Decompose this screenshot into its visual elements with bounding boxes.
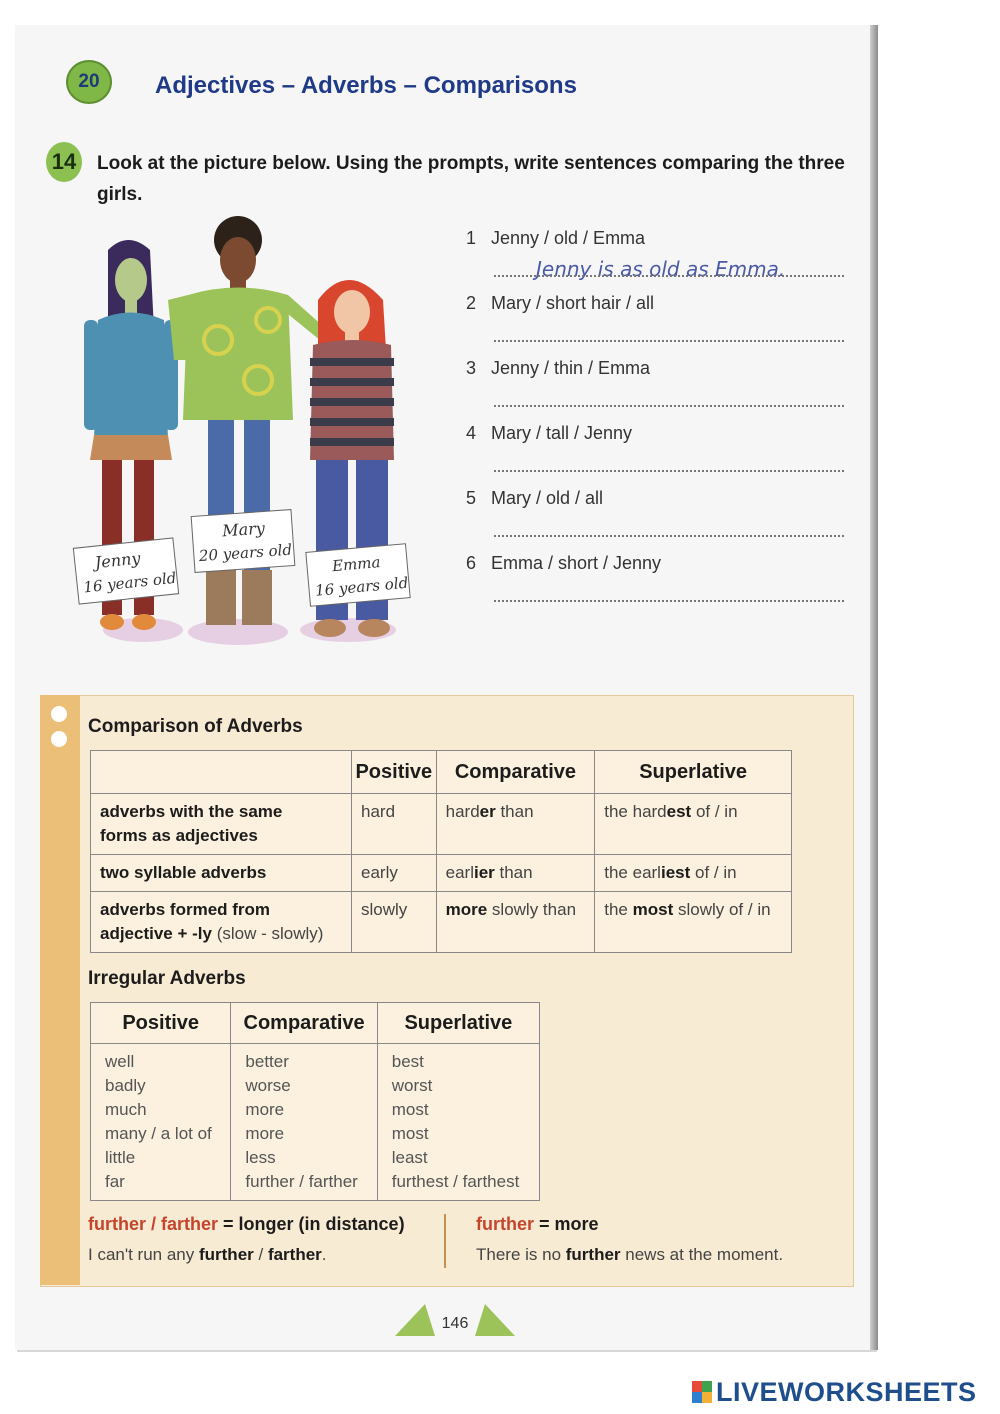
header-empty — [91, 751, 352, 794]
page-edge — [870, 25, 878, 1350]
note-example: I can't run any further / farther. — [88, 1245, 327, 1264]
prompt-number: 4 — [466, 423, 477, 443]
row-label: adverbs formed from adjective + -ly (slow - slowly) — [91, 892, 352, 953]
superlative-cell: the hardest of / in — [595, 794, 792, 855]
prompt-number: 3 — [466, 358, 477, 378]
prompt-text: Emma / short / Jenny — [491, 553, 662, 573]
row-label: adverbs with the same forms as adjectives — [91, 794, 352, 855]
comparison-title: Comparison of Adverbs — [88, 716, 303, 737]
table-row — [91, 1044, 540, 1201]
table-header-row — [91, 1003, 540, 1044]
prompt-item — [466, 358, 846, 423]
page-number-marker — [395, 1298, 515, 1338]
emma-name-tag — [306, 544, 410, 607]
header-comparative: Comparative — [231, 1003, 377, 1044]
irregular-table — [90, 1002, 540, 1201]
comparative-cell: harder than — [436, 794, 595, 855]
note-example: There is no further news at the moment. — [476, 1245, 784, 1264]
answer-line[interactable] — [494, 275, 844, 277]
positive-column: well badly much many / a lot of little far — [91, 1044, 231, 1201]
further-farther-note — [88, 1214, 405, 1265]
prompt-number: 2 — [466, 293, 477, 313]
answer-text: Jenny is as old as Emma. — [536, 257, 786, 281]
answer-line[interactable] — [494, 405, 844, 407]
note-divider — [444, 1214, 446, 1268]
superlative-column: best worst most most least furthest / farthest — [377, 1044, 539, 1201]
positive-cell: slowly — [352, 892, 437, 953]
note-heading: further = more — [476, 1214, 599, 1234]
header-comparative: Comparative — [436, 751, 595, 794]
exercise-instruction: Look at the picture below. Using the prompts, write sentences comparing the three girls. — [97, 153, 845, 205]
svg-text:16 years old: 16 years old — [314, 573, 409, 600]
prompt-item — [466, 423, 846, 488]
header-superlative: Superlative — [595, 751, 792, 794]
positive-cell: early — [352, 855, 437, 892]
table-row — [91, 855, 792, 892]
svg-text:Emma: Emma — [331, 553, 382, 576]
binder-hole — [51, 706, 67, 722]
superlative-cell: the most slowly of / in — [595, 892, 792, 953]
row-label: two syllable adverbs — [91, 855, 352, 892]
prompt-item — [466, 293, 846, 358]
prompt-number: 6 — [466, 553, 477, 573]
jenny-name-tag — [73, 538, 178, 604]
binder-hole — [51, 731, 67, 747]
exercise-number-badge: 14 — [46, 142, 82, 182]
table-row — [91, 794, 792, 855]
header-positive: Positive — [91, 1003, 231, 1044]
prompt-text: Jenny / thin / Emma — [491, 358, 651, 378]
positive-cell: hard — [352, 794, 437, 855]
prompt-text: Jenny / old / Emma — [491, 228, 646, 248]
answer-line[interactable] — [494, 470, 844, 472]
answer-line[interactable] — [494, 600, 844, 602]
prompt-item — [466, 488, 846, 553]
prompt-number: 1 — [466, 228, 477, 248]
prompt-item — [466, 228, 846, 293]
irregular-title: Irregular Adverbs — [88, 968, 246, 989]
logo-text: LIVEWORKSHEETS — [716, 1376, 977, 1407]
svg-text:20 years old: 20 years old — [198, 540, 293, 566]
unit-number-badge: 20 — [66, 60, 112, 104]
prompt-text: Mary / tall / Jenny — [491, 423, 633, 443]
note-heading: further / farther = longer (in distance) — [88, 1214, 405, 1234]
answer-line[interactable] — [494, 535, 844, 537]
superlative-cell: the earliest of / in — [595, 855, 792, 892]
svg-text:Mary: Mary — [221, 518, 266, 541]
svg-text:Jenny: Jenny — [93, 548, 142, 573]
prompt-number: 5 — [466, 488, 477, 508]
further-more-note — [476, 1214, 783, 1265]
table-header-row — [91, 751, 792, 794]
three-girls-illustration — [68, 210, 428, 665]
unit-title: Adjectives – Adverbs – Comparisons — [155, 72, 577, 99]
prompt-list — [466, 228, 846, 618]
prompt-text: Mary / old / all — [491, 488, 604, 508]
logo-mark-icon — [692, 1381, 712, 1403]
svg-text:16 years old: 16 years old — [82, 568, 178, 597]
liveworksheets-logo — [692, 1370, 977, 1414]
grammar-box-strip — [40, 695, 80, 1285]
table-row — [91, 892, 792, 953]
page-number: 146 — [441, 1315, 469, 1332]
comparative-cell: more slowly than — [436, 892, 595, 953]
comparative-cell: earlier than — [436, 855, 595, 892]
header-positive: Positive — [352, 751, 437, 794]
prompt-item — [466, 553, 846, 618]
answer-line[interactable] — [494, 340, 844, 342]
mary-name-tag — [191, 510, 295, 573]
prompt-text: Mary / short hair / all — [491, 293, 655, 313]
comparison-table — [90, 750, 792, 953]
comparative-column: better worse more more less further / farther — [231, 1044, 377, 1201]
header-superlative: Superlative — [377, 1003, 539, 1044]
